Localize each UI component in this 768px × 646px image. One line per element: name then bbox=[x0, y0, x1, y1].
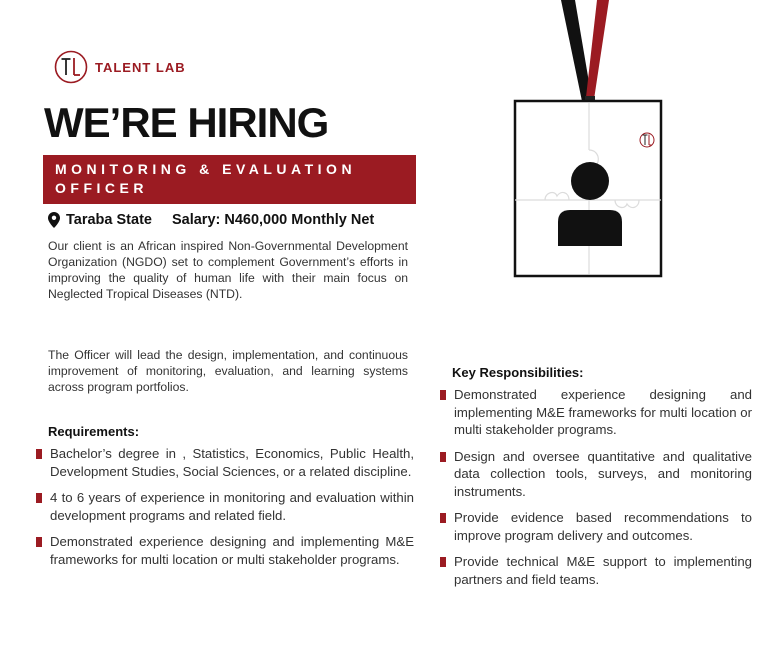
bullet-marker bbox=[440, 513, 446, 523]
list-item: Bachelor’s degree in , Statistics, Economics, Public Health, Development Studies, Social Sciences, or a related discipline. bbox=[34, 445, 414, 480]
id-badge-icon bbox=[505, 0, 671, 282]
talent-lab-logo-icon bbox=[54, 50, 88, 84]
bullet-marker bbox=[440, 452, 446, 462]
requirements-list bbox=[34, 445, 414, 577]
requirements-heading: Requirements: bbox=[48, 424, 140, 439]
responsibilities-list bbox=[438, 386, 752, 597]
salary-text: Salary: N460,000 Monthly Net bbox=[171, 212, 375, 228]
job-title-banner bbox=[43, 155, 416, 204]
bullet-marker bbox=[36, 449, 42, 459]
logo-text: TALENT LAB bbox=[95, 59, 186, 75]
responsibilities-heading: Key Responsibilities: bbox=[452, 365, 584, 380]
bullet-marker bbox=[36, 537, 42, 547]
list-item: 4 to 6 years of experience in monitoring and evaluation within development programs and related field. bbox=[34, 489, 414, 524]
location-salary-row bbox=[48, 212, 374, 228]
bullet-marker bbox=[36, 493, 42, 503]
job-title: MONITORING & EVALUATION OFFICER bbox=[55, 161, 357, 196]
list-item: Demonstrated experience designing and implementing M&E frameworks for multi location or multi stakeholder programs. bbox=[34, 533, 414, 568]
bullet-marker bbox=[440, 390, 446, 400]
map-pin-icon bbox=[48, 212, 60, 228]
officer-paragraph: The Officer will lead the design, implementation, and continuous improvement of monitoring, evaluation, and learning systems across program portfolios. bbox=[48, 348, 408, 394]
intro-paragraph: Our client is an African inspired Non-Governmental Development Organization (NGDO) set to complement Government’s efforts in improving the quality of human life with their main focus on Neglected Tropical Diseases (NTD). bbox=[48, 239, 408, 301]
list-item: Demonstrated experience designing and implementing M&E frameworks for multi location or multi stakeholder programs. bbox=[438, 386, 752, 439]
bullet-marker bbox=[440, 557, 446, 567]
list-item: Provide technical M&E support to implementing partners and field teams. bbox=[438, 553, 752, 588]
list-item: Provide evidence based recommendations to improve program delivery and outcomes. bbox=[438, 509, 752, 544]
location-text: Taraba State bbox=[66, 212, 152, 228]
list-item: Design and oversee quantitative and qualitative data collection tools, surveys, and monitoring instruments. bbox=[438, 448, 752, 501]
talent-lab-logo bbox=[54, 50, 186, 84]
page-title: WE’RE HIRING bbox=[44, 99, 329, 146]
